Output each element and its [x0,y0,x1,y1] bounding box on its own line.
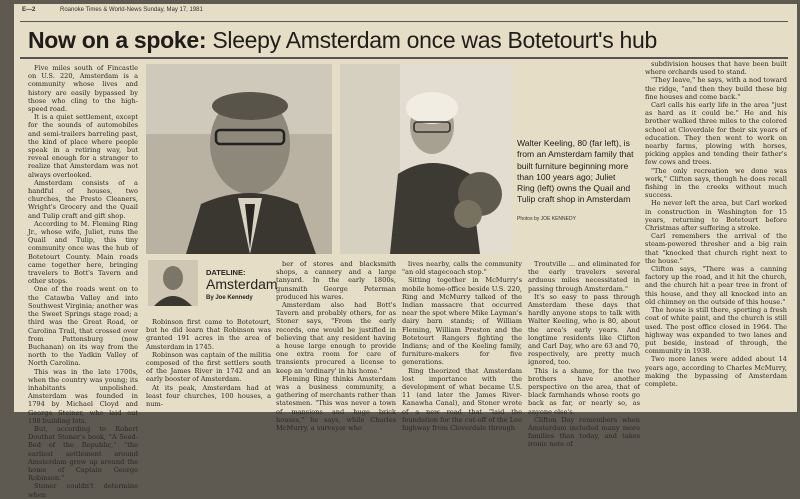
header-rule [20,21,788,22]
dateline-place: Amsterdam [206,276,278,292]
article-column-4 [402,260,523,433]
paragraph: "The only recreation we done was work," Clifton says, though he does recall fishing in the creeks without much success. [645,166,787,200]
headline-sub: Sleepy Amsterdam once was Botetourt's hub [212,27,658,53]
paragraph: This is a shame, for the two brothers have another perspective on the area, that of black farmhands whose roots go back as far, or nearly so, as anyone else's. [528,366,640,416]
newspaper-dateline: Roanoke Times & World-News Sunday, May 17, 1981 [60,7,203,13]
article-column-3 [276,260,396,433]
paragraph: Ring theorized that Amsterdam lost importance with the development of what became U.S. 11 (and later the James River-Kanawha Canal), and Stoner wrote of a new road that "laid the foundation for the cut-off of the Lee highway from Cloverdale through [402,366,522,433]
portrait-image [340,64,512,254]
newspaper-clipping [14,4,797,499]
paragraph: Carl calls his early life in the area "just as hard as it could be." He and his brother walked three miles to the colored school at Cloverdale for their six years of education. They then went to work on nearby farms, plowing with horses, picking apples and tending their father's few cows and trees. [645,101,787,167]
headline-rule [20,57,788,59]
photo-caption: Walter Keeling, 80 (far left), is from an Amsterdam family that built furniture beginning more than 100 years ago; Juliet Ring (left) owns the Quail and Tulip craft shop in Amsterdam [517,138,634,205]
paragraph: It is a quiet settlement, except for the sounds of automobiles and semi-trailers barreling past, the kind of place where people speak in a retiring way, but reveal enough for a stranger to realize that Amsterdam was not always overlooked. [28,113,138,179]
dateline-label: DATELINE: [206,268,246,277]
headline [28,27,657,54]
page-header [20,4,790,18]
article-column-1 [28,64,138,499]
portrait-image [146,64,332,254]
photo-juliet-ring [340,64,512,254]
photo-walter-keeling [146,64,332,254]
paragraph: One of the roads went on to the Catawba Valley and into Southwest Virginia; another was the Sweet Springs stage road; a third was the Great Road, or Carolina Trail, that crossed over from Pattonsburg (now Buchanan) on its way from the north to the Yadkin Valley of North Carolina. [28,285,138,368]
paragraph: Amsterdam also had Bott's Tavern and probably others, for as Stoner says, "From the early records, one would be justified in believing that any resident having a house large enough to provide one extra room for care of transients procured a license to keep an 'ordinary' in his home." [276,301,396,375]
paragraph: At its peak, Amsterdam had at least four churches, 100 houses, a num- [146,383,271,409]
paragraph: Troutville ... and eliminated for the early travelers several arduous miles necessitated in passing through Amsterdam." [528,260,640,293]
paragraph: Clifton says, "There was a canning factory up the road, and it hit the church, and the church hit a pear tree in front of this house, and they all knocked into an old chimney on the outside of this house." [645,265,787,306]
reporter-photo [148,260,198,306]
paragraph: He never left the area, but Carl worked in construction in Washington for 15 years, returning to Botetourt before Christmas after suffering a stroke. [645,199,787,233]
page-number: E—2 [22,7,36,13]
paragraph: Amsterdam consists of a handful of houses, two churches, the Presto Cleaners, Wright's Grocery and the Quail and Tulip craft and gift shop. [28,178,138,220]
paragraph: "They leave," he says, with a nod toward the ridge, "and then they build these big fine houses and come back." [645,76,787,101]
dateline-byline: By Joe Kennedy [206,295,253,301]
paragraph: Robinson was captain of the militia composed of the first settlers south of the James River in 1742 and an early booster of Amsterdam. [146,350,271,384]
dateline-box [148,260,278,320]
paragraph: Two more lanes were added about 14 years ago, according to Charles McMurry, making the bypassing of Amsterdam complete. [645,355,787,388]
paragraph: Carl remembers the arrival of the steam-powered thresher and a big rain that "knocked that church right next to the house." [645,232,787,265]
paragraph: It's so easy to pass through Amsterdam these days that hardly anyone stops to talk with Walter Keeling, who is 80, about the area's early years. And longtime residents like Clifton and Carl Day, who are 63 and 70, respectively, are pretty much ignored, too. [528,292,640,367]
paragraph: Five miles south of Fincastle on U.S. 220, Amsterdam is a community whose lives and history are easily bypassed by those who cling to the high-speed road. [28,64,138,114]
article-column-6 [645,60,787,405]
paragraph: Robinson first came to Botetourt, but he did learn that Robinson was granted 191 acres in the area of Amsterdam in 1745. [146,318,271,351]
paragraph: But, according to Robert Douthat Stoner's book, "A Seed-Bed of the Republic," "the earliest settlement around Amsterdam grew up around the home of Captain George Robinson." [28,424,138,483]
paragraph: According to M. Fleming Ring Jr., whose wife, Juliet, runs the Quail and Tulip, this tiny community once was the hub of Botetourt County. Main roads came together here, bringing travelers to Bott's Tavern and other stops. [28,219,138,286]
paragraph: The house is still there, sporting a fresh coat of white paint, and the church is still used. The post office closed in 1964. The highway was expanded to two lanes and put beside, instead of through, the community in 1938. [645,306,787,356]
paragraph: Clifton Day remembers when Amsterdam included many more families than today, and takes ironic note of [528,415,640,449]
paragraph: This was in the late 1700s, when the country was young; its inhabitants unpolished. Amsterdam was founded in 1794 by Michael Cloyd and George Steiner, who laid out 198 building lots. [28,367,138,425]
article-column-5 [528,260,640,449]
paragraph: Stoner couldn't determine when [28,482,138,499]
paragraph: Sitting together in McMurry's mobile home-office beside U.S. 220, Ring and McMurry talked of the Indian massacre that occurred near the spot where Mike Layman's dairy barn stands; of William Fleming, William Preston and the Botetourt Rangers fighting the Indians; and of the Keeling family, furniture-makers for five generations. [402,276,523,367]
paragraph: ber of stores and blacksmith shops, a cannery and a large tanyard. In the early 1800s, gunsmith George Peterman produced his wares. [276,260,396,301]
headline-main: Now on a spoke: [28,27,207,53]
paragraph: subdivision houses that have been built where orchards used to stand. [645,60,787,77]
article-column-2 [146,318,271,409]
paragraph: lives nearby, calls the community "an old stagecoach stop." [402,260,522,277]
photo-credit: Photos by JOE KENNEDY [517,216,576,222]
paragraph: Fleming Ring thinks Amsterdam was a business community, a gathering of merchants rather than statesmen. "This was never a town of mansions and huge brick houses," he says, while Charles McMurry, a surveyor who [276,374,396,433]
